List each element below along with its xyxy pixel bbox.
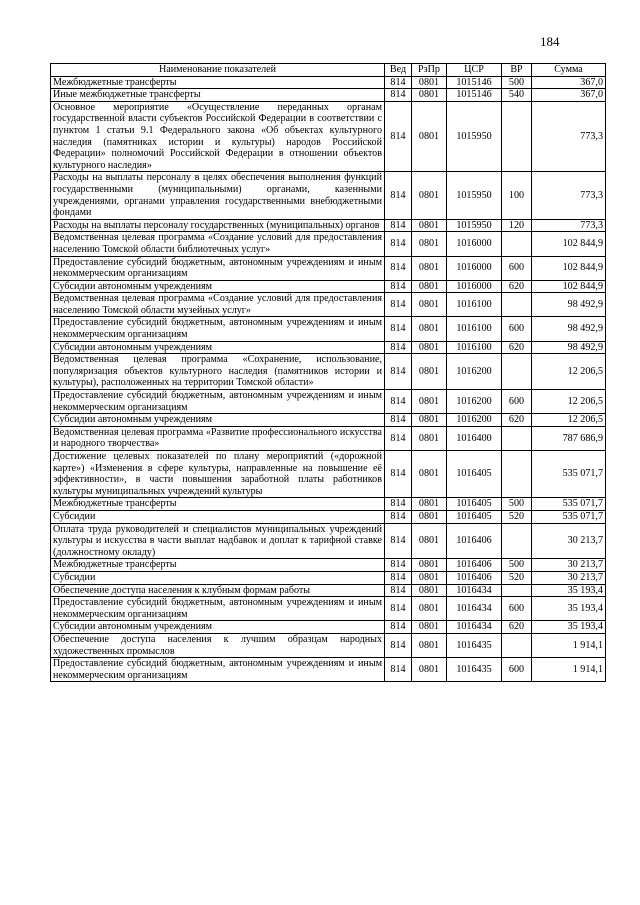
row-sum: 35 193,4 (532, 584, 606, 597)
row-ved: 814 (385, 584, 412, 597)
row-csr: 1016000 (447, 232, 502, 256)
table-row (51, 498, 606, 511)
table-row (51, 426, 606, 450)
table-row (51, 232, 606, 256)
row-ved: 814 (385, 280, 412, 293)
header-ved: Вед (385, 64, 412, 77)
row-name: Субсидии (51, 571, 385, 584)
row-rzpr: 0801 (412, 256, 447, 280)
row-csr: 1016200 (447, 354, 502, 390)
row-name: Основное мероприятие «Осуществление переданных органам государственной власти субъектов Российской Федерации в соответствии с пунктом 1 статьи 9.1 Федерального закона «Об объектах культурного наследия (памятниках истории и культуры) народов Российской Федерации» полномочий Российской Федерации в отношении объектов культурного наследия» (51, 101, 385, 172)
row-name: Предоставление субсидий бюджетным, автономным учреждениям и иным некоммерческим организациям (51, 317, 385, 341)
row-ved: 814 (385, 559, 412, 572)
row-vr: 600 (502, 317, 532, 341)
row-ved: 814 (385, 414, 412, 427)
row-vr (502, 633, 532, 657)
row-rzpr: 0801 (412, 597, 447, 621)
row-sum: 102 844,9 (532, 232, 606, 256)
row-rzpr: 0801 (412, 172, 447, 219)
row-ved: 814 (385, 101, 412, 172)
row-name: Ведомственная целевая программа «Создание условий для предоставления населению Томской области музейных услуг» (51, 293, 385, 317)
row-vr: 100 (502, 172, 532, 219)
row-name: Межбюджетные трансферты (51, 76, 385, 89)
row-rzpr: 0801 (412, 451, 447, 498)
row-csr: 1016100 (447, 341, 502, 354)
row-name: Субсидии автономным учреждениям (51, 341, 385, 354)
row-csr: 1016435 (447, 658, 502, 682)
row-csr: 1016200 (447, 390, 502, 414)
row-vr: 520 (502, 571, 532, 584)
row-rzpr: 0801 (412, 571, 447, 584)
row-name: Ведомственная целевая программа «Создание условий для предоставления населению Томской области библиотечных услуг» (51, 232, 385, 256)
table-header-row (51, 64, 606, 77)
row-vr: 540 (502, 89, 532, 102)
table-row (51, 390, 606, 414)
row-vr (502, 426, 532, 450)
row-ved: 814 (385, 633, 412, 657)
budget-table (50, 63, 606, 682)
table-row (51, 317, 606, 341)
row-name: Ведомственная целевая программа «Сохранение, использование, популяризация объектов культурного наследия (памятников истории и культуры), расположенных на территории Томской области» (51, 354, 385, 390)
table-row (51, 76, 606, 89)
row-name: Межбюджетные трансферты (51, 559, 385, 572)
row-rzpr: 0801 (412, 414, 447, 427)
row-sum: 773,3 (532, 219, 606, 232)
row-ved: 814 (385, 621, 412, 634)
row-name: Достижение целевых показателей по плану мероприятий («дорожной карте») «Изменения в сфере культуры, направленные на повышение её эффективности», в части повышения заработной платы работников культуры муниципальных учреждений культуры (51, 451, 385, 498)
row-rzpr: 0801 (412, 232, 447, 256)
row-vr: 500 (502, 76, 532, 89)
table-row (51, 584, 606, 597)
row-ved: 814 (385, 341, 412, 354)
row-sum: 1 914,1 (532, 633, 606, 657)
row-vr: 520 (502, 510, 532, 523)
row-sum: 35 193,4 (532, 621, 606, 634)
row-rzpr: 0801 (412, 498, 447, 511)
row-name: Субсидии автономным учреждениям (51, 280, 385, 293)
row-csr: 1016434 (447, 621, 502, 634)
row-vr (502, 584, 532, 597)
row-vr: 600 (502, 658, 532, 682)
row-csr: 1016100 (447, 317, 502, 341)
row-sum: 35 193,4 (532, 597, 606, 621)
header-vr: ВР (502, 64, 532, 77)
row-name: Субсидии (51, 510, 385, 523)
row-sum: 30 213,7 (532, 559, 606, 572)
table-row (51, 510, 606, 523)
row-vr: 600 (502, 390, 532, 414)
row-sum: 98 492,9 (532, 341, 606, 354)
row-sum: 98 492,9 (532, 317, 606, 341)
row-ved: 814 (385, 658, 412, 682)
table-row (51, 571, 606, 584)
row-csr: 1016100 (447, 293, 502, 317)
row-vr: 600 (502, 597, 532, 621)
row-name: Иные межбюджетные трансферты (51, 89, 385, 102)
row-csr: 1016435 (447, 633, 502, 657)
row-ved: 814 (385, 256, 412, 280)
row-sum: 535 071,7 (532, 510, 606, 523)
row-name: Межбюджетные трансферты (51, 498, 385, 511)
table-row (51, 280, 606, 293)
table-row (51, 621, 606, 634)
row-rzpr: 0801 (412, 219, 447, 232)
row-rzpr: 0801 (412, 280, 447, 293)
row-csr: 1015146 (447, 76, 502, 89)
row-vr (502, 101, 532, 172)
row-rzpr: 0801 (412, 293, 447, 317)
row-csr: 1016434 (447, 584, 502, 597)
row-sum: 98 492,9 (532, 293, 606, 317)
row-rzpr: 0801 (412, 584, 447, 597)
row-ved: 814 (385, 571, 412, 584)
row-sum: 367,0 (532, 89, 606, 102)
row-csr: 1016406 (447, 559, 502, 572)
header-csr: ЦСР (447, 64, 502, 77)
row-csr: 1016400 (447, 426, 502, 450)
row-ved: 814 (385, 172, 412, 219)
row-ved: 814 (385, 426, 412, 450)
row-ved: 814 (385, 76, 412, 89)
table-body (51, 76, 606, 682)
row-sum: 773,3 (532, 172, 606, 219)
row-rzpr: 0801 (412, 76, 447, 89)
table-row (51, 256, 606, 280)
row-name: Предоставление субсидий бюджетным, автономным учреждениям и иным некоммерческим организациям (51, 597, 385, 621)
row-vr (502, 451, 532, 498)
row-sum: 12 206,5 (532, 354, 606, 390)
page-number: 184 (540, 34, 560, 49)
table-row (51, 341, 606, 354)
row-csr: 1016406 (447, 571, 502, 584)
row-rzpr: 0801 (412, 341, 447, 354)
row-vr: 620 (502, 341, 532, 354)
row-sum: 773,3 (532, 101, 606, 172)
row-csr: 1016405 (447, 498, 502, 511)
row-rzpr: 0801 (412, 621, 447, 634)
row-vr: 500 (502, 498, 532, 511)
row-rzpr: 0801 (412, 633, 447, 657)
row-sum: 535 071,7 (532, 498, 606, 511)
row-csr: 1016405 (447, 510, 502, 523)
table-row (51, 219, 606, 232)
row-sum: 30 213,7 (532, 571, 606, 584)
row-name: Расходы на выплаты персоналу государственных (муниципальных) органов (51, 219, 385, 232)
row-csr: 1015950 (447, 101, 502, 172)
row-name: Расходы на выплаты персоналу в целях обеспечения выполнения функций государственными (муниципальными) органами, казенными учреждениями, органами управления государственными внебюджетными фондами (51, 172, 385, 219)
row-rzpr: 0801 (412, 354, 447, 390)
row-csr: 1016000 (447, 256, 502, 280)
row-rzpr: 0801 (412, 510, 447, 523)
row-rzpr: 0801 (412, 559, 447, 572)
row-vr: 620 (502, 280, 532, 293)
table-row (51, 559, 606, 572)
row-rzpr: 0801 (412, 317, 447, 341)
row-rzpr: 0801 (412, 390, 447, 414)
row-sum: 30 213,7 (532, 523, 606, 559)
table-row (51, 101, 606, 172)
row-name: Обеспечение доступа населения к лучшим образцам народных художественных промыслов (51, 633, 385, 657)
table-row (51, 658, 606, 682)
row-sum: 102 844,9 (532, 256, 606, 280)
row-rzpr: 0801 (412, 426, 447, 450)
row-rzpr: 0801 (412, 89, 447, 102)
row-ved: 814 (385, 232, 412, 256)
row-vr: 500 (502, 559, 532, 572)
row-rzpr: 0801 (412, 101, 447, 172)
row-ved: 814 (385, 354, 412, 390)
table-row (51, 633, 606, 657)
header-sum: Сумма (532, 64, 606, 77)
row-name: Обеспечение доступа населения к клубным формам работы (51, 584, 385, 597)
table-row (51, 172, 606, 219)
row-name: Субсидии автономным учреждениям (51, 621, 385, 634)
row-sum: 367,0 (532, 76, 606, 89)
row-csr: 1015950 (447, 219, 502, 232)
row-vr (502, 232, 532, 256)
row-ved: 814 (385, 317, 412, 341)
row-csr: 1015950 (447, 172, 502, 219)
header-rzpr: РзПр (412, 64, 447, 77)
table-row (51, 523, 606, 559)
row-sum: 12 206,5 (532, 390, 606, 414)
table-row (51, 89, 606, 102)
row-rzpr: 0801 (412, 658, 447, 682)
row-ved: 814 (385, 451, 412, 498)
header-name: Наименование показателей (51, 64, 385, 77)
table-row (51, 293, 606, 317)
row-ved: 814 (385, 293, 412, 317)
row-vr (502, 354, 532, 390)
row-ved: 814 (385, 89, 412, 102)
row-vr (502, 523, 532, 559)
row-sum: 787 686,9 (532, 426, 606, 450)
row-name: Предоставление субсидий бюджетным, автономным учреждениям и иным некоммерческим организациям (51, 390, 385, 414)
row-sum: 1 914,1 (532, 658, 606, 682)
row-csr: 1016200 (447, 414, 502, 427)
row-ved: 814 (385, 510, 412, 523)
row-ved: 814 (385, 523, 412, 559)
table-row (51, 354, 606, 390)
row-ved: 814 (385, 390, 412, 414)
row-vr: 620 (502, 621, 532, 634)
row-ved: 814 (385, 219, 412, 232)
row-vr: 620 (502, 414, 532, 427)
row-csr: 1016434 (447, 597, 502, 621)
row-name: Субсидии автономным учреждениям (51, 414, 385, 427)
row-csr: 1015146 (447, 89, 502, 102)
row-ved: 814 (385, 498, 412, 511)
row-ved: 814 (385, 597, 412, 621)
row-name: Предоставление субсидий бюджетным, автономным учреждениям и иным некоммерческим организациям (51, 658, 385, 682)
row-name: Ведомственная целевая программа «Развитие профессионального искусства и народного творчества» (51, 426, 385, 450)
table-row (51, 597, 606, 621)
row-csr: 1016000 (447, 280, 502, 293)
row-name: Оплата труда руководителей и специалистов муниципальных учреждений культуры и искусства в части выплат надбавок и доплат к тарифной ставке (должностному окладу) (51, 523, 385, 559)
row-sum: 12 206,5 (532, 414, 606, 427)
row-vr (502, 293, 532, 317)
row-vr: 120 (502, 219, 532, 232)
row-rzpr: 0801 (412, 523, 447, 559)
row-sum: 535 071,7 (532, 451, 606, 498)
row-csr: 1016406 (447, 523, 502, 559)
row-vr: 600 (502, 256, 532, 280)
row-sum: 102 844,9 (532, 280, 606, 293)
row-csr: 1016405 (447, 451, 502, 498)
table-row (51, 451, 606, 498)
row-name: Предоставление субсидий бюджетным, автономным учреждениям и иным некоммерческим организациям (51, 256, 385, 280)
table-row (51, 414, 606, 427)
